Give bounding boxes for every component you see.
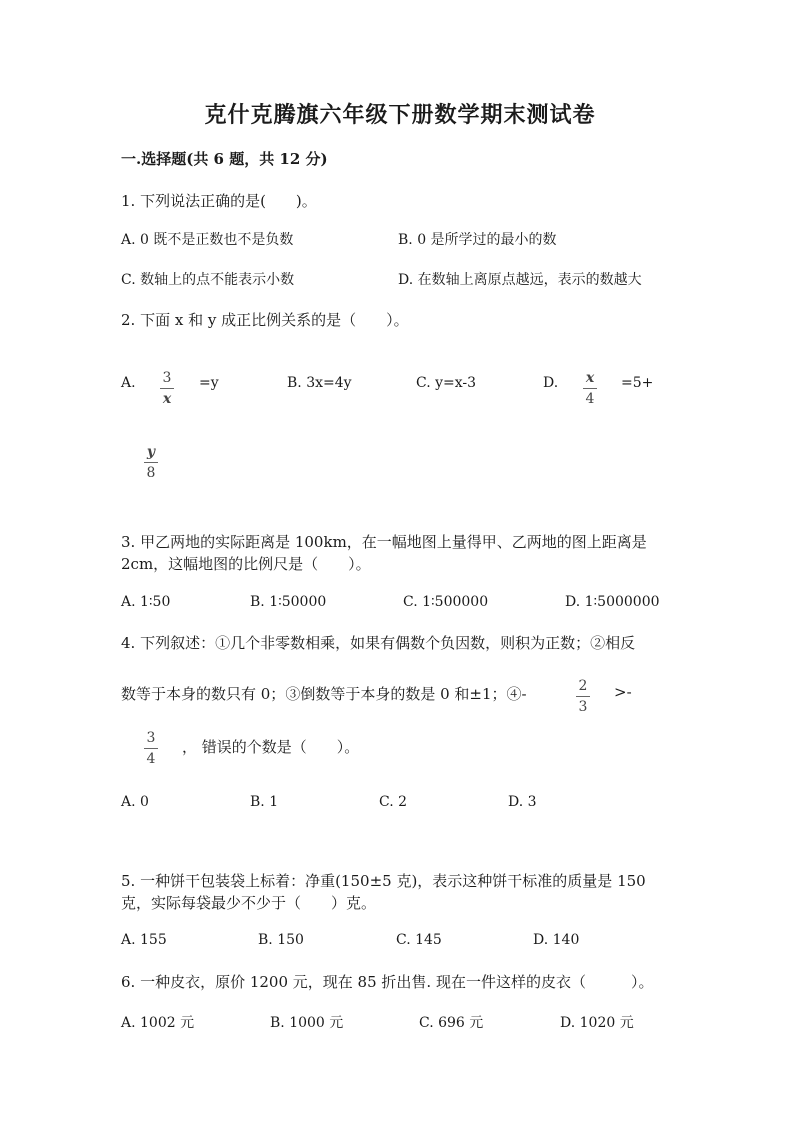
question-5-line-2: 克，实际每袋最少不少于（ ）克。: [121, 894, 377, 912]
q3-option-b: B. 1∶50000: [250, 594, 327, 610]
q5-option-d: D. 140: [533, 932, 580, 948]
question-4-line-1: 4. 下列叙述：①几个非零数相乘，如果有偶数个负因数，则积为正数；②相反: [121, 634, 636, 652]
q2-option-d-label: D.: [543, 375, 559, 391]
fraction-bar: [144, 748, 158, 749]
q2-option-b: B. 3x=4y: [287, 375, 352, 391]
fraction-denominator: 4: [146, 751, 156, 767]
question-4-line-3: ， 错误的个数是（ ）。: [182, 738, 360, 756]
fraction-numerator: 3: [146, 730, 156, 746]
q3-option-d: D. 1∶5000000: [565, 594, 660, 610]
q5-option-a: A. 155: [121, 932, 167, 948]
page-title: 克什克腾旗六年级下册数学期末测试卷: [204, 102, 596, 128]
question-6-stem: 6. 一种皮衣，原价 1200 元，现在 85 折出售. 现在一件这样的皮衣（ ）。: [121, 973, 654, 991]
question-4-line-2: 数等于本身的数只有 0；③倒数等于本身的数是 0 和±1；④-: [121, 685, 527, 703]
fraction-bar: [576, 696, 590, 697]
q5-option-b: B. 150: [258, 932, 304, 948]
q2-option-d-rest: =5+: [621, 375, 654, 391]
q3-option-c: C. 1∶500000: [403, 594, 489, 610]
fraction-bar: [144, 462, 158, 463]
q1-option-b: B. 0 是所学过的最小的数: [398, 232, 557, 248]
q4-fraction-three-fourths: [144, 729, 158, 768]
q4-greater-than: >-: [614, 683, 632, 701]
q6-option-d: D. 1020 元: [560, 1015, 634, 1031]
question-5-line-1: 5. 一种饼干包装袋上标着：净重(150±5 克)，表示这种饼干标准的质量是 150: [121, 872, 646, 890]
q2-option-d-fraction: [583, 369, 597, 408]
q6-option-a: A. 1002 元: [121, 1015, 195, 1031]
q4-option-c: C. 2: [379, 794, 408, 810]
fraction-denominator: x: [162, 391, 172, 407]
q1-option-a: A. 0 既不是正数也不是负数: [121, 232, 294, 248]
fraction-numerator: 2: [578, 678, 588, 694]
question-3-line-2: 2cm，这幅地图的比例尺是（ ）。: [121, 555, 371, 573]
q4-option-b: B. 1: [250, 794, 279, 810]
q6-option-b: B. 1000 元: [270, 1015, 344, 1031]
q2-option-a-fraction: [160, 369, 174, 408]
q4-fraction-two-thirds: [576, 677, 590, 716]
q3-option-a: A. 1∶50: [121, 594, 171, 610]
fraction-numerator: x: [585, 370, 595, 386]
question-3-line-1: 3. 甲乙两地的实际距离是 100km，在一幅地图上量得甲、乙两地的图上距离是: [121, 533, 647, 551]
fraction-bar: [160, 388, 174, 389]
fraction-numerator: y: [146, 444, 156, 460]
q4-option-d: D. 3: [508, 794, 537, 810]
section-heading: 一.选择题(共 6 题，共 12 分): [121, 150, 328, 168]
q5-option-c: C. 145: [396, 932, 442, 948]
q1-option-c: C. 数轴上的点不能表示小数: [121, 272, 295, 288]
fraction-denominator: 3: [578, 699, 588, 715]
fraction-numerator: 3: [162, 370, 172, 386]
q4-option-a: A. 0: [121, 794, 149, 810]
fraction-denominator: 4: [585, 391, 595, 407]
fraction-bar: [583, 388, 597, 389]
q2-option-a-label: A.: [121, 375, 136, 391]
q1-option-d: D. 在数轴上离原点越远，表示的数越大: [398, 272, 642, 288]
question-2-stem: 2. 下面 x 和 y 成正比例关系的是（ ）。: [121, 311, 409, 329]
q2-option-a-rest: =y: [199, 375, 219, 391]
question-1-stem: 1. 下列说法正确的是( )。: [121, 192, 317, 210]
q2-option-d-fraction-2: [144, 443, 158, 482]
q2-option-c: C. y=x-3: [416, 375, 477, 391]
fraction-denominator: 8: [146, 465, 156, 481]
q6-option-c: C. 696 元: [419, 1015, 484, 1031]
